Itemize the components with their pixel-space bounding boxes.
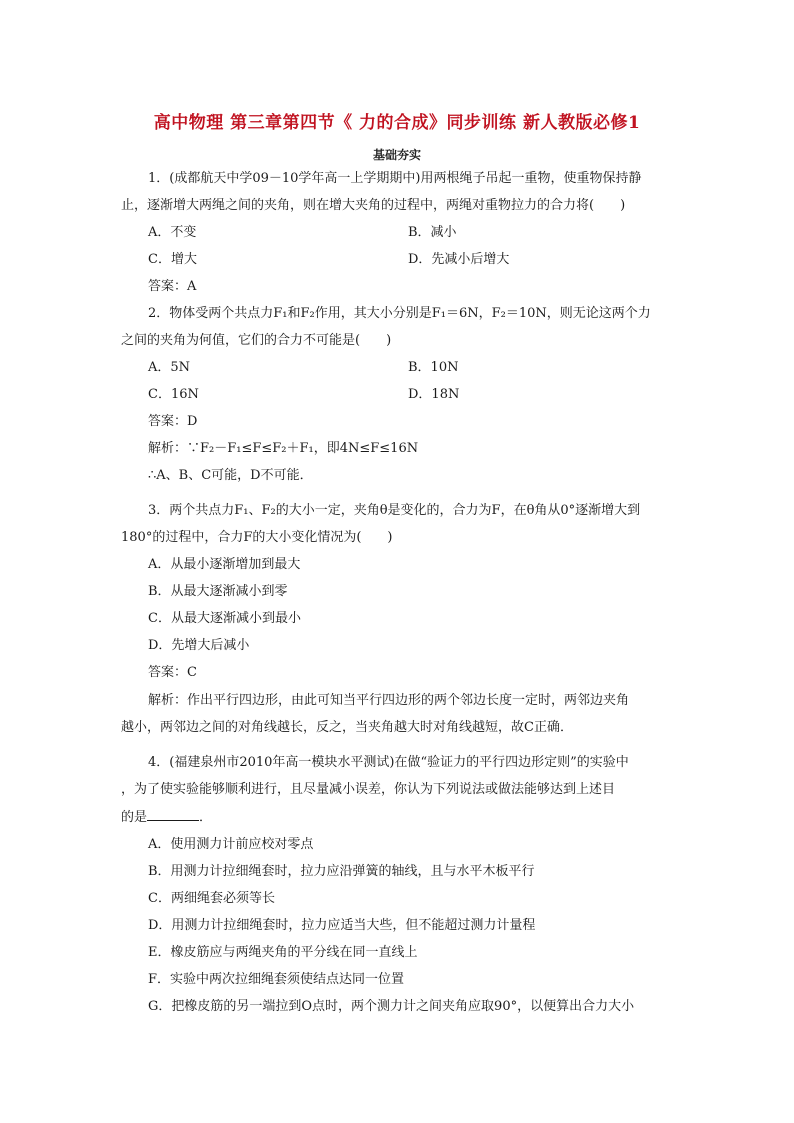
q1-option-d: D．先减小后增大 (408, 252, 510, 267)
q4-stem-line1: 4．(福建泉州市2010年高一模块水平测试)在做“验证力的平行四边形定则”的实验中 (148, 755, 629, 770)
q3-option-d: D．先增大后减小 (148, 638, 250, 653)
q4-stem-line3 (121, 808, 212, 827)
q1-option-a: A．不变 (148, 225, 197, 240)
q4-stem-line3-prefix: 的是 (121, 810, 148, 825)
q2-option-c: C．16N (148, 387, 199, 402)
section-heading: 基础夯实 (372, 148, 421, 162)
q4-option-c: C．两细绳套必须等长 (148, 891, 275, 906)
q2-analysis-line1: 解析：∵F₂－F₁≤F≤F₂＋F₁，即4N≤F≤16N (148, 441, 419, 456)
q4-option-b: B．用测力计拉细绳套时，拉力应沿弹簧的轴线，且与水平木板平行 (148, 864, 535, 879)
q3-option-c: C．从最大逐渐减小到最小 (148, 611, 301, 626)
q4-stem-line2: ，为了使实验能够顺利进行，且尽量减小误差，你认为下列说法或做法能够达到上述目 (121, 782, 616, 797)
q2-option-d: D．18N (408, 387, 460, 402)
q4-option-g: G．把橡皮筋的另一端拉到O点时，两个测力计之间夹角应取90°，以便算出合力大小 (148, 999, 635, 1014)
q2-stem-line2: 之间的夹角为何值，它们的合力不可能是( ) (121, 333, 392, 348)
q3-option-a: A．从最小逐渐增加到最大 (148, 557, 301, 572)
q4-option-e: E．橡皮筋应与两绳夹角的平分线在同一直线上 (148, 945, 418, 960)
q1-option-b: B．减小 (408, 225, 457, 240)
q4-stem-line3-suffix: ． (199, 810, 213, 825)
q3-option-b: B．从最大逐渐减小到零 (148, 584, 288, 599)
q3-analysis-line2: 越小，两邻边之间的对角线越长，反之，当夹角越大时对角线越短，故C正确． (121, 720, 573, 735)
q3-stem-line1: 3．两个共点力F₁、F₂的大小一定，夹角θ是变化的，合力为F，在θ角从0°逐渐增大到 (148, 503, 641, 518)
q1-answer: 答案：A (148, 279, 197, 294)
q2-option-a: A．5N (148, 360, 191, 375)
q2-option-b: B．10N (408, 360, 459, 375)
document-title: 高中物理 第三章第四节《 力的合成》同步训练 新人教版必修1 (153, 113, 641, 133)
q2-analysis-line2: ∴A、B、C可能，D不可能． (148, 468, 313, 483)
q4-option-d: D．用测力计拉细绳套时，拉力应适当大些，但不能超过测力计量程 (148, 918, 536, 933)
q1-option-c: C．增大 (148, 252, 197, 267)
q2-answer: 答案：D (148, 414, 198, 429)
q1-stem-line1: 1．(成都航天中学09－10学年高一上学期期中)用两根绳子吊起一重物，使重物保持静 (148, 171, 642, 186)
answer-blank (147, 808, 199, 821)
q3-answer: 答案：C (148, 665, 197, 680)
q3-analysis-line1: 解析：作出平行四边形，由此可知当平行四边形的两个邻边长度一定时，两邻边夹角 (148, 693, 630, 708)
q3-stem-line2: 180°的过程中，合力F的大小变化情况为( ) (121, 530, 393, 545)
q4-option-a: A．使用测力计前应校对零点 (148, 837, 314, 852)
q2-stem-line1: 2．物体受两个共点力F₁和F₂作用，其大小分别是F₁＝6N，F₂＝10N，则无论这两个力 (148, 306, 651, 321)
q4-option-f: F．实验中两次拉细绳套须使结点达同一位置 (148, 972, 405, 987)
q1-stem-line2: 止，逐渐增大两绳之间的夹角，则在增大夹角的过程中，两绳对重物拉力的合力将( ) (121, 198, 626, 213)
